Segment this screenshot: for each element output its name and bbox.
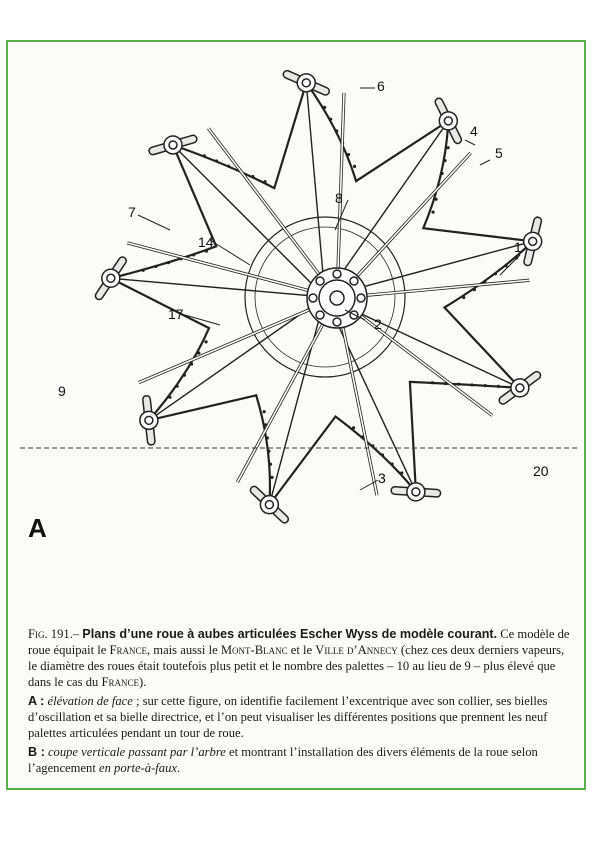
rivet [168, 396, 171, 399]
figure-number: Fig. 191.– [28, 627, 80, 641]
leader-line [185, 315, 220, 325]
rivet [263, 410, 266, 413]
rivet [431, 381, 434, 384]
callout-9: 9 [58, 383, 66, 399]
paddle-pivot-pin [412, 488, 420, 496]
caption-text: Ce modèle de roue équipait le [28, 627, 570, 657]
hub-bolt [350, 277, 358, 285]
paddle-pivot-pin [107, 274, 115, 282]
rivet [270, 476, 273, 479]
rivet [440, 172, 443, 175]
caption-text: , mais aussi le [147, 643, 221, 657]
caption-text: ). [138, 675, 147, 689]
rivet [154, 265, 157, 268]
rivet [504, 264, 507, 267]
ship-name: Ville d’Annecy [315, 643, 398, 657]
figure-title: Plans d’une roue à aubes articulées Escher Wyss de modèle courant. [82, 627, 498, 641]
rivet [323, 106, 326, 109]
oscillating-rod-inner [237, 298, 337, 482]
rivet [494, 272, 497, 275]
caption-text: ; sur cette figure, on identifie facilement l’excentrique avec son collier, ses bielles d’oscillation et sa bielle directrice, et l’on peut visualiser les différentes positions que prennent les neuf palettes articulées pendant un tour de roue. [28, 694, 548, 740]
spoke [306, 83, 325, 297]
callout-4: 4 [470, 123, 478, 139]
rivet [371, 444, 374, 447]
hub-bolt [316, 311, 324, 319]
label-a: A : [28, 694, 45, 708]
callout-8: 8 [335, 190, 343, 206]
rivet [381, 453, 384, 456]
paddle-wheel-drawing [20, 50, 580, 610]
paddle-pivot-pin [145, 416, 153, 424]
paddle-pivot-pin [516, 384, 524, 392]
leader-line [500, 255, 520, 275]
spoke [269, 297, 325, 505]
callout-2: 2 [374, 316, 382, 332]
rivet [183, 374, 186, 377]
rivet [167, 261, 170, 264]
rivet [197, 351, 200, 354]
label-b: B : [28, 745, 45, 759]
leader-line [210, 240, 250, 265]
rivet [391, 462, 394, 465]
rivet [446, 146, 449, 149]
oscillating-rod-inner [127, 243, 337, 298]
caption-intro [28, 626, 573, 690]
rivet [142, 269, 145, 272]
ship-name: Mont-Blanc [220, 643, 288, 657]
leader-line [480, 160, 490, 165]
eccentric-hub [307, 268, 367, 328]
hub-bolt [316, 277, 324, 285]
caption-emphasis: en porte-à-faux [98, 761, 177, 775]
rivet [329, 118, 332, 121]
rivet [176, 385, 179, 388]
caption-a [28, 693, 573, 741]
rivet [352, 426, 355, 429]
paddle-pivot-pin [169, 141, 177, 149]
callout-1: 1 [514, 239, 522, 255]
caption-text: . [176, 761, 181, 775]
rivet [484, 384, 487, 387]
callout-20: 20 [533, 463, 549, 479]
rivet [462, 296, 465, 299]
panel-letter: A [28, 513, 47, 543]
rivet [190, 362, 193, 365]
rivet [203, 154, 206, 157]
callout-17: 17 [168, 306, 184, 322]
rivet [192, 253, 195, 256]
ship-name: France [101, 675, 139, 689]
rivet [347, 153, 350, 156]
hub-bolt [357, 294, 365, 302]
paddle-pivot-pin [265, 501, 273, 509]
rivet [457, 383, 460, 386]
hub-bolt [333, 318, 341, 326]
callout-7: 7 [128, 204, 136, 220]
caption-emphasis: élévation de face [47, 694, 133, 708]
paddle-pivot-pin [529, 237, 537, 245]
rivet [473, 288, 476, 291]
rivet [251, 175, 254, 178]
rivet [267, 449, 270, 452]
leader-line [465, 140, 475, 145]
paddle-pivot-pin [302, 79, 310, 87]
paddle-pivot-pin [444, 117, 452, 125]
hub-bolt [333, 270, 341, 278]
leader-line [138, 215, 170, 230]
rivet [470, 383, 473, 386]
rivet [215, 159, 218, 162]
shaft [330, 291, 344, 305]
rivet [335, 129, 338, 132]
ship-name: France [109, 643, 147, 657]
caption-text: et montrant l’installation des divers éléments de la roue selon l’agencement [28, 745, 538, 775]
caption-text: (chez ces deux derniers vapeurs, le diamètre des roues était toutefois plus petit et le nombre des palettes – 10 au lieu de 9 – plus élevé que dans le cas du [28, 643, 565, 689]
rivet [434, 198, 437, 201]
rivet [204, 340, 207, 343]
rivet [263, 180, 266, 183]
hub-bolt [309, 294, 317, 302]
callout-14: 14 [198, 234, 214, 250]
rivet [269, 463, 272, 466]
callout-6: 6 [377, 78, 385, 94]
caption-text: et le [287, 643, 316, 657]
callout-3: 3 [378, 470, 386, 486]
rivet [227, 165, 230, 168]
rivet [266, 436, 269, 439]
caption-b [28, 744, 573, 776]
caption-emphasis: coupe verticale passant par l’arbre [47, 745, 226, 759]
figure-caption [28, 626, 573, 779]
rivet [353, 165, 356, 168]
rivet [497, 385, 500, 388]
rivet [443, 159, 446, 162]
rivet [431, 210, 434, 213]
callout-5: 5 [495, 145, 503, 161]
rivet [400, 471, 403, 474]
